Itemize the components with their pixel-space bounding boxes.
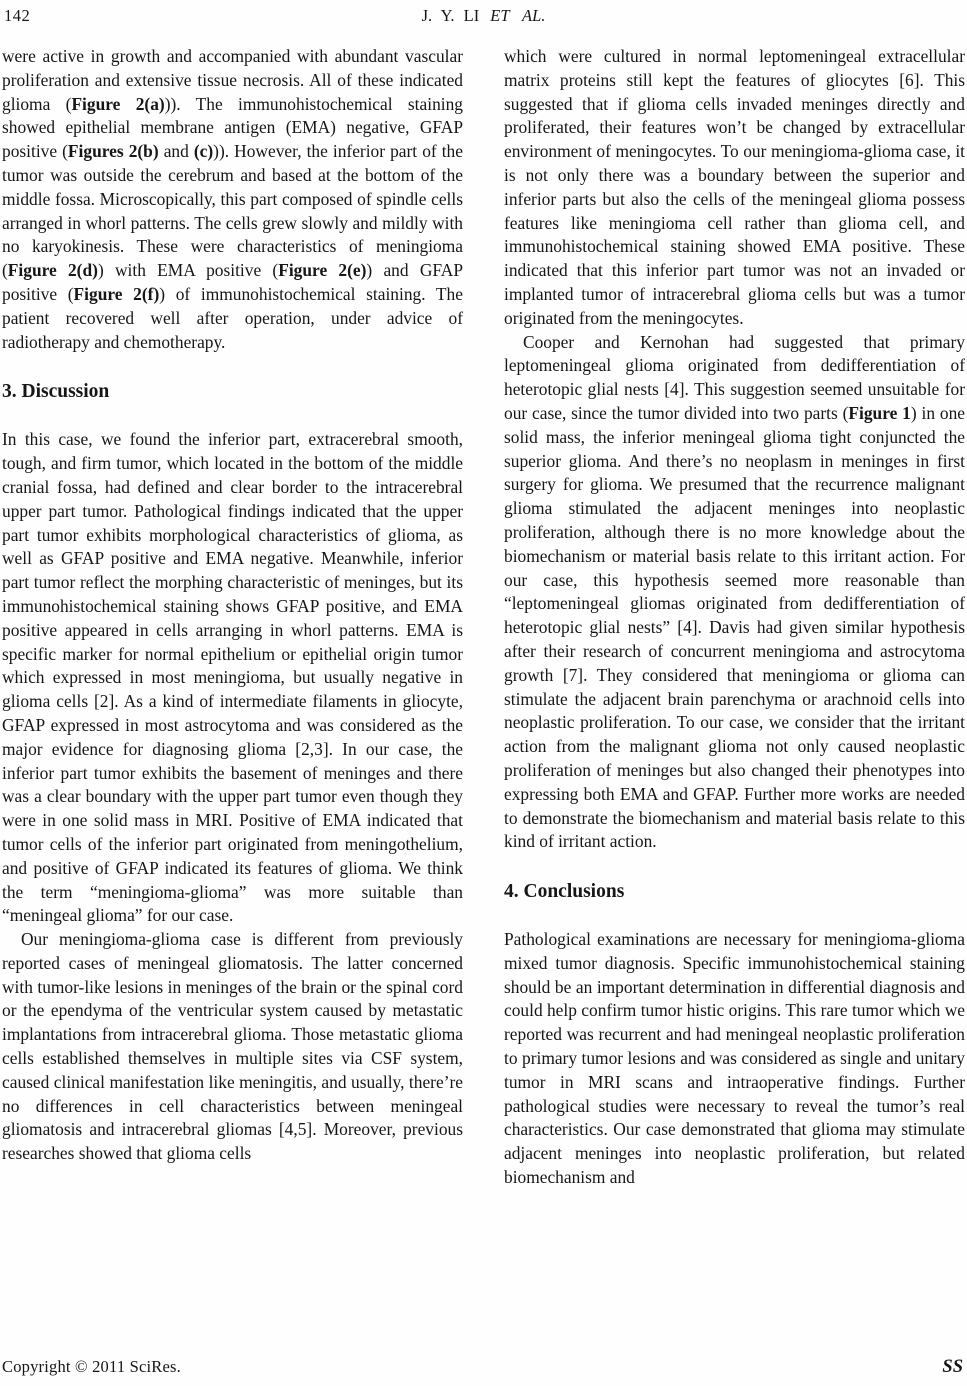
running-et-al: ET AL. — [490, 6, 546, 25]
paragraph-continuation-right: which were cultured in normal leptomeningeal extracellular matrix proteins still kept the features of gliocytes [6]. This suggested that if glioma cells invaded meninges directly and proliferated, their features won’t be changed by extracellular environment of meningocytes. To our meningioma-glioma case, it is not only there was a boundary between the superior and inferior parts but also the cells of the meningeal glioma possess features like meningioma cell rather than glioma cell, and immunohistochemical staining showed EMA positive. These indicated that this inferior part tumor was not an invaded or implanted tumor of intracerebral glioma cells but was a tumor originated from the meningocytes. — [504, 46, 965, 328]
two-column-body — [2, 45, 965, 1357]
left-column — [2, 45, 463, 1357]
page-header — [2, 5, 965, 29]
page-footer — [2, 1357, 965, 1378]
journal-code: SS — [942, 1357, 963, 1377]
section-heading-conclusions: 4. Conclusions — [504, 881, 625, 903]
running-title — [2, 5, 965, 27]
figure-reference: Figure 2(d) — [7, 260, 98, 281]
paragraph-discussion-2: Our meningioma-glioma case is different from previously reported cases of meningeal gliomatosis. The latter concerned with tumor-like lesions in meninges of the brain or the spinal cord or the ependyma of the ventricular system caused by metastatic implantations from intracerebral glioma. Those metastatic glioma cells established themselves in multiple sites via CSF system, caused clinical manifestation like meningitis, and usually, there’re no differences in cell characteristics between meningeal gliomatosis and intracerebral gliomas [4,5]. Moreover, previous researches showed that glioma cells — [2, 929, 463, 1164]
running-author: J. Y. LI — [421, 6, 480, 25]
section-heading-discussion: 3. Discussion — [2, 381, 110, 403]
copyright-notice: Copyright © 2011 SciRes. — [2, 1357, 181, 1376]
figure-reference: Figure 2(a) — [71, 93, 165, 114]
page-number: 142 — [4, 6, 31, 25]
figure-reference: Figures 2(b) — [67, 141, 159, 162]
figure-reference: Figure 1 — [848, 402, 911, 423]
figure-reference: Figure 2(f) — [73, 283, 160, 304]
paragraph-conclusions: Pathological examinations are necessary for meningioma-glioma mixed tumor diagnosis. Specific immunohistochemical staining should be an important determination in differential diagnosis and could help confirm tumor histic origins. This rare tumor which we reported was recurrent and had meningeal neoplastic proliferation to primary tumor lesions and was considered as single and unitary tumor in MRI scans and intraoperative findings. Further pathological studies were necessary to reveal the tumor’s real characteristics. Our case demonstrated that glioma may stimulate adjacent meninges into neoplastic proliferation, but related biomechanism and — [504, 929, 965, 1188]
paragraph-discussion-3: Cooper and Kernohan had suggested that primary leptomeningeal glioma originated from dedifferentiation of heterotopic glial nests [4]. This suggestion seemed unsuitable for our case, since the tumor divided into two parts (Figure 1) in one solid mass, the inferior meningeal glioma tight conjuncted the superior glioma. And there’s no neoplasm in meninges in first surgery for glioma. We presumed that the recurrence malignant glioma stimulated the adjacent meninges into neoplastic proliferation, although there is no more knowledge about the biomechanism or material basis relate to this irritant action. For our case, this hypothesis seemed more reasonable than “leptomeningeal gliomas originated from dedifferentiation of heterotopic glial nests” [4]. Davis had given similar hypothesis after their research of concurrent meningioma and astrocytoma growth [7]. They considered that meningioma or glioma can stimulate the adjacent brain parenchyma or arachnoid cells into neoplastic proliferation. To our case, we consider that the irritant action from the malignant glioma not only caused neoplastic proliferation of meninges but also changed their phenotypes into expressing both EMA and GFAP. Further more works are needed to demonstrate the biomechanism and material basis relate to this kind of irritant action. — [504, 331, 965, 852]
paragraph-continuation: were active in growth and accompanied with abundant vascular proliferation and extensive tissue necrosis. All of these indicated glioma (Figure 2(a))). The immunohistochemical staining showed epithelial membrane antigen (EMA) negative, GFAP positive (Figures 2(b) and (c))). However, the inferior part of the tumor was outside the cerebrum and based at the bottom of the middle fossa. Microscopically, this part composed of spindle cells arranged in whorl patterns. The cells grew slowly and mildly with no karyokinesis. These were characteristics of meningioma (Figure 2(d)) with EMA positive (Figure 2(e)) and GFAP positive (Figure 2(f)) of immunohistochemical staining. The patient recovered well after operation, under advice of radiotherapy and chemotherapy. — [2, 46, 463, 352]
figure-reference: Figure 2(e) — [278, 260, 367, 281]
figure-reference: (c) — [193, 141, 214, 162]
paragraph-discussion-1: In this case, we found the inferior part, extracerebral smooth, tough, and firm tumor, which located in the bottom of the middle cranial fossa, had defined and clear border to the intracerebral upper part tumor. Pathological findings indicated that the upper part tumor exhibits morphological characteristics of glioma, as well as GFAP positive and EMA negative. Meanwhile, inferior part tumor reflect the morphing characteristic of meninges, but its immunohistochemical staining shows GFAP positive, and EMA positive appeared in cells arranging in whorl patterns. EMA is specific marker for normal epithelium or epithelial origin tumor which expressed in most meningioma, but usually negative in glioma cells [2]. As a kind of intermediate filaments in gliocyte, GFAP expressed in most astrocytoma and was considered as the major evidence for diagnosing glioma [2,3]. In our case, the inferior part tumor exhibits the basement of meninges and there was a clear boundary with the upper part tumor even though they were in one solid mass in MRI. Positive of EMA indicated that tumor cells of the inferior part originated from meningothelium, and positive of GFAP indicated its features of glioma. We think the term “meningioma-glioma” was more suitable than “meningeal glioma” for our case. — [2, 429, 463, 926]
right-column — [504, 45, 965, 1357]
